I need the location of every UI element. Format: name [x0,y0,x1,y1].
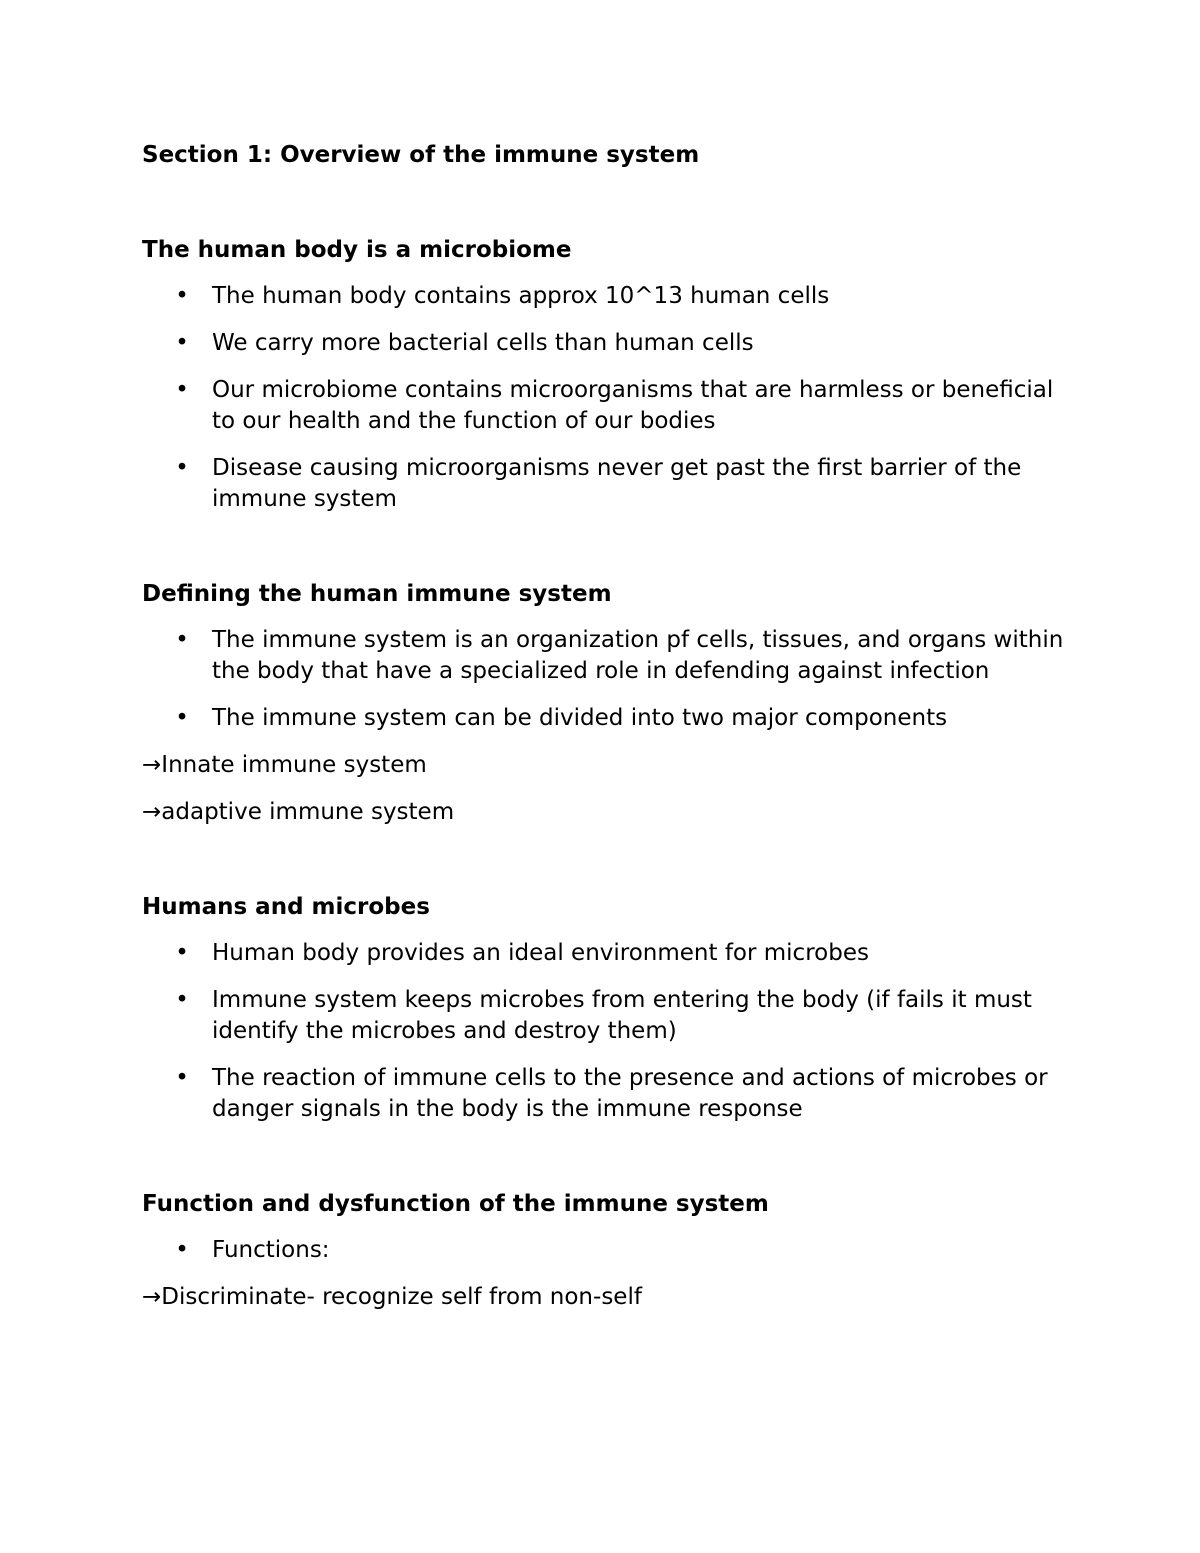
bullet-icon: • [175,283,189,309]
arrow-item [142,797,1082,828]
section-microbiome [142,234,1082,515]
section-heading: Defining the human immune system [142,581,612,607]
bullet-icon: • [175,705,189,731]
list-item [142,985,1082,1047]
bullet-icon: • [175,455,189,481]
list-item-text: The immune system can be divided into two major components [212,705,948,731]
right-arrow-icon: → [142,752,162,778]
bullet-icon: • [175,1237,189,1263]
bullet-list [142,1235,1082,1266]
right-arrow-icon: → [142,1284,162,1310]
bullet-icon: • [175,987,189,1013]
list-item-text: Functions: [212,1237,330,1263]
list-item-text: Immune system keeps microbes from entering the body (if fails it must identify the microbes and destroy them) [212,987,1032,1044]
list-item-text: Human body provides an ideal environment for microbes [212,940,869,966]
list-item [142,281,1082,312]
arrow-item [142,750,1082,781]
arrow-item-text: adaptive immune system [161,799,455,825]
list-item-text: The immune system is an organization pf cells, tissues, and organs within the body that have a specialized role in defending against infection [212,627,1064,684]
bullet-icon: • [175,330,189,356]
bullet-list [142,938,1082,1125]
list-item [142,625,1082,687]
document-page [142,139,1082,1376]
section-defining-immune-system [142,578,1082,828]
section-heading: Function and dysfunction of the immune system [142,1191,769,1217]
bullet-icon: • [175,377,189,403]
list-item [142,1235,1082,1266]
bullet-icon: • [175,1065,189,1091]
bullet-icon: • [175,627,189,653]
section-heading: Humans and microbes [142,894,430,920]
list-item [142,938,1082,969]
list-item [142,328,1082,359]
right-arrow-icon: → [142,799,162,825]
bullet-list [142,625,1082,734]
list-item [142,1063,1082,1125]
arrow-item-text: Discriminate- recognize self from non-self [161,1284,642,1310]
bullet-list [142,281,1082,515]
list-item-text: Disease causing microorganisms never get past the first barrier of the immune system [212,455,1022,512]
section-humans-and-microbes [142,891,1082,1125]
list-item-text: We carry more bacterial cells than human cells [212,330,754,356]
arrow-item [142,1282,1082,1313]
list-item-text: The reaction of immune cells to the presence and actions of microbes or danger signals in the body is the immune response [212,1065,1048,1122]
arrow-item-text: Innate immune system [161,752,427,778]
section-heading: The human body is a microbiome [142,237,572,263]
list-item-text: Our microbiome contains microorganisms that are harmless or beneficial to our health and the function of our bodies [212,377,1054,434]
section-function-dysfunction [142,1188,1082,1313]
list-item [142,703,1082,734]
list-item [142,453,1082,515]
list-item [142,375,1082,437]
document-title: Section 1: Overview of the immune system [142,142,700,168]
bullet-icon: • [175,940,189,966]
list-item-text: The human body contains approx 10^13 human cells [212,283,830,309]
